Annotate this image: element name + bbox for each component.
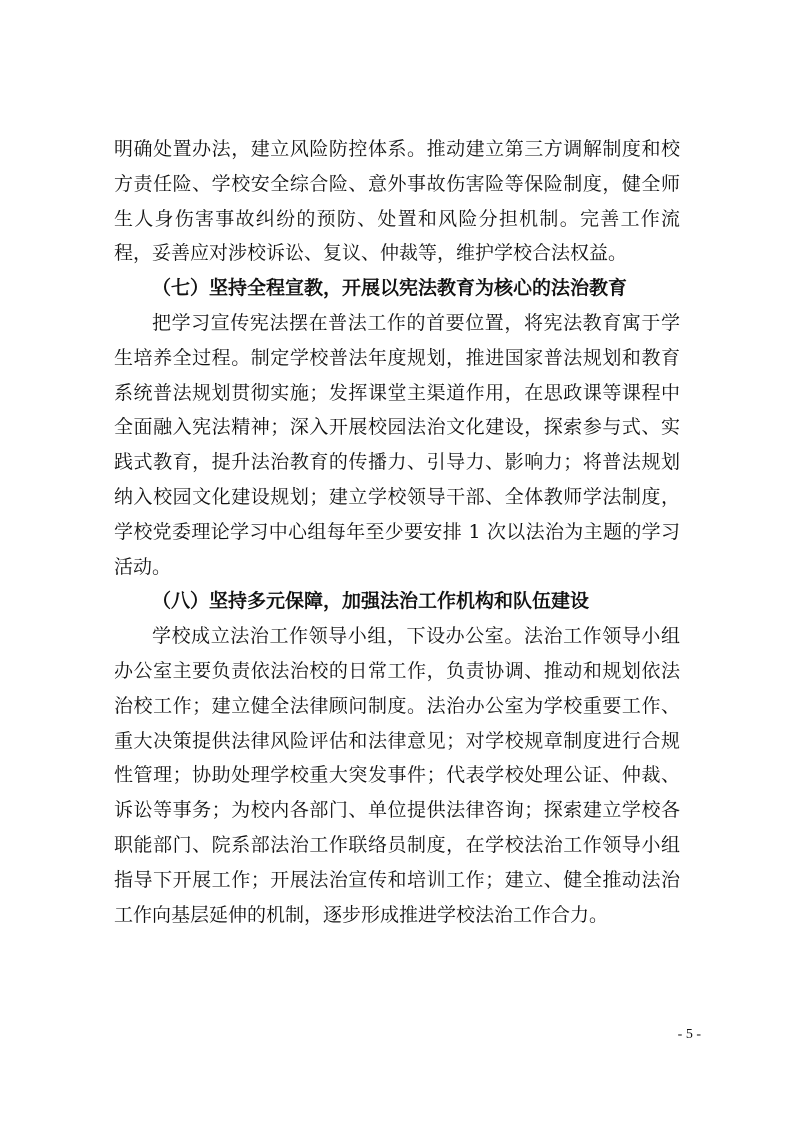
body-paragraph-2: 把学习宣传宪法摆在普法工作的首要位置，将宪法教育寓于学生培养全过程。制定学校普法年度规划，推进国家普法规划和教育系统普法规划贯彻实施；发挥课堂主渠道作用，在思政课等课程中全面融入宪法精神；深入开展校园法治文化建设，探索参与式、实践式教育，提升法治教育的传播力、引导力、影响力；将普法规划纳入校园文化建设规划；建立学校领导干部、全体教师学法制度，学校党委理论学习中心组每年至少要安排 1 次以法治为主题的学习活动。 — [114, 311, 680, 578]
body-paragraph-1: 明确处置办法，建立风险防控体系。推动建立第三方调解制度和校方责任险、学校安全综合险、意外事故伤害险等保险制度，健全师生人身伤害事故纠纷的预防、处置和风险分担机制。完善工作流程，妥善应对涉校诉讼、复议、仲裁等，维护学校合法权益。 — [114, 138, 680, 265]
section-heading-8: （八）坚持多元保障，加强法治工作机构和队伍建设 — [152, 590, 590, 613]
section-heading-7: （七）坚持全程宣教，开展以宪法教育为核心的法治教育 — [152, 277, 628, 300]
body-paragraph-3: 学校成立法治工作领导小组，下设办公室。法治工作领导小组办公室主要负责依法治校的日常工作，负责协调、推动和规划依法治校工作；建立健全法律顾问制度。法治办公室为学校重要工作、重大决策提供法律风险评估和法律意见；对学校规章制度进行合规性管理；协助处理学校重大突发事件；代表学校处理公证、仲裁、诉讼等事务；为校内各部门、单位提供法律咨询；探索建立学校各职能部门、院系部法治工作联络员制度，在学校法治工作领导小组指导下开展工作；开展法治宣传和培训工作；建立、健全推动法治工作向基层延伸的机制，逐步形成推进学校法治工作合力。 — [114, 625, 680, 926]
document-body — [114, 132, 680, 932]
page-number: - 5 - — [677, 1027, 701, 1042]
